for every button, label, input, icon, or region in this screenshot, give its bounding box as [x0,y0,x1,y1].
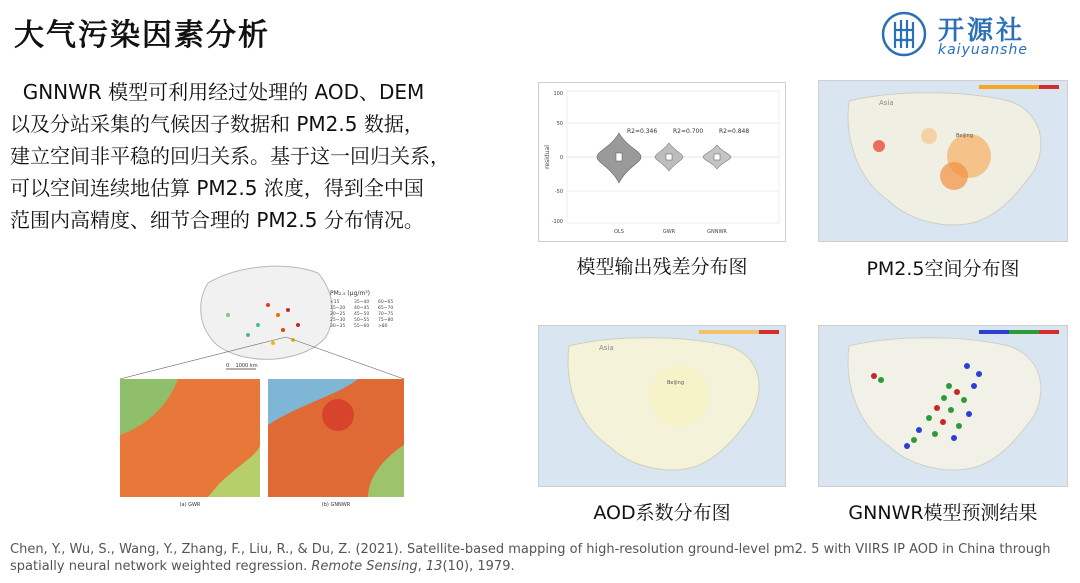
citation [10,541,1070,575]
gnnwr-map-figure [818,325,1068,487]
category-label: OLS [614,229,624,235]
map-label-asia: Asia [599,344,614,352]
aod-map [539,326,786,487]
body-line: 可以空间连续地估算 PM2.5 浓度，得到全中国 [10,176,424,200]
legend-item: 25~30 [330,318,346,323]
logo-text-cn: 开源社 [938,16,1026,46]
legend-item: 45~50 [354,312,370,317]
caption-residual: 模型输出残差分布图 [576,256,748,278]
gnnwr-map [819,326,1068,487]
legend-item: 75~80 [378,318,394,323]
legend-item: 15~20 [330,306,346,311]
legend-item: 55~60 [354,324,370,329]
map-label-asia: Asia [879,99,894,107]
china-pm25-composite-figure [118,255,408,510]
ytick-label: 0 [559,155,563,161]
violin-chart [539,83,786,242]
panel-label-gnnwr: (b) GNNWR [321,502,351,508]
body-line: 范围内高精度、细节合理的 PM2.5 分布情况。 [10,208,424,232]
legend-item: 30~35 [330,324,346,329]
pm25-map [819,81,1068,242]
legend-item: 70~75 [378,312,394,317]
caption-pm25: PM2.5空间分布图 [866,258,1020,280]
ytick-label: -100 [551,219,563,225]
legend-item: >80 [378,324,388,329]
panel-label-gwr: (a) GWR [179,502,201,508]
y-axis-label: residual [544,145,551,169]
r2-label: R2=0.346 [627,128,658,135]
kaiyuanshe-logo [880,8,1070,60]
ytick-label: -50 [554,189,563,195]
residual-violin-figure [538,82,786,242]
pm25-map-figure [818,80,1068,242]
citation-volume: 13 [425,559,443,574]
category-label: GNNWR [707,229,727,235]
legend-item: 40~45 [354,306,370,311]
citation-issue-pages: (10), 1979. [442,559,515,574]
map-label-beijing: Beijing [956,133,974,139]
body-line: 以及分站采集的气候因子数据和 PM2.5 数据， [10,112,424,136]
ytick-label: 50 [556,121,563,127]
legend-item: <15 [330,300,340,305]
scale-bar-label: 0 1000 km [226,363,258,369]
body-line: 建立空间非平稳的回归关系。基于这一回归关系， [10,144,450,168]
legend-item: 60~65 [378,300,394,305]
logo-mark-icon [880,10,928,58]
legend-item: 35~40 [354,300,370,305]
legend-title: PM₂.₅ (μg/m³) [330,290,370,297]
citation-authors-title: Chen, Y., Wu, S., Wang, Y., Zhang, F., Liu, R., & Du, Z. (2021). Satellite-based mapping of high-resolution ground-level pm2. 5 with VIIRS IP AOD in China through spatially neural network weighted regression. [10,542,1051,574]
r2-label: R2=0.700 [673,128,704,135]
legend-item: 50~55 [354,318,370,323]
china-map-composite [118,255,408,510]
legend-item: 65~70 [378,306,394,311]
body-paragraph [10,76,540,236]
citation-journal: Remote Sensing [311,559,418,574]
citation-separator: , [417,559,426,574]
legend-item: 20~25 [330,312,346,317]
caption-gnnwr: GNNWR模型预测结果 [848,502,1038,524]
body-line: GNNWR 模型可利用经过处理的 AOD、DEM [10,80,425,104]
aod-map-figure [538,325,786,487]
r2-label: R2=0.848 [719,128,750,135]
page-title: 大气污染因素分析 [14,18,270,53]
category-label: GWR [662,229,676,235]
ytick-label: 100 [553,91,563,97]
map-label-beijing: Beijing [667,380,685,386]
caption-aod: AOD系数分布图 [593,502,731,524]
logo-text-en: kaiyuanshe [938,42,1028,58]
